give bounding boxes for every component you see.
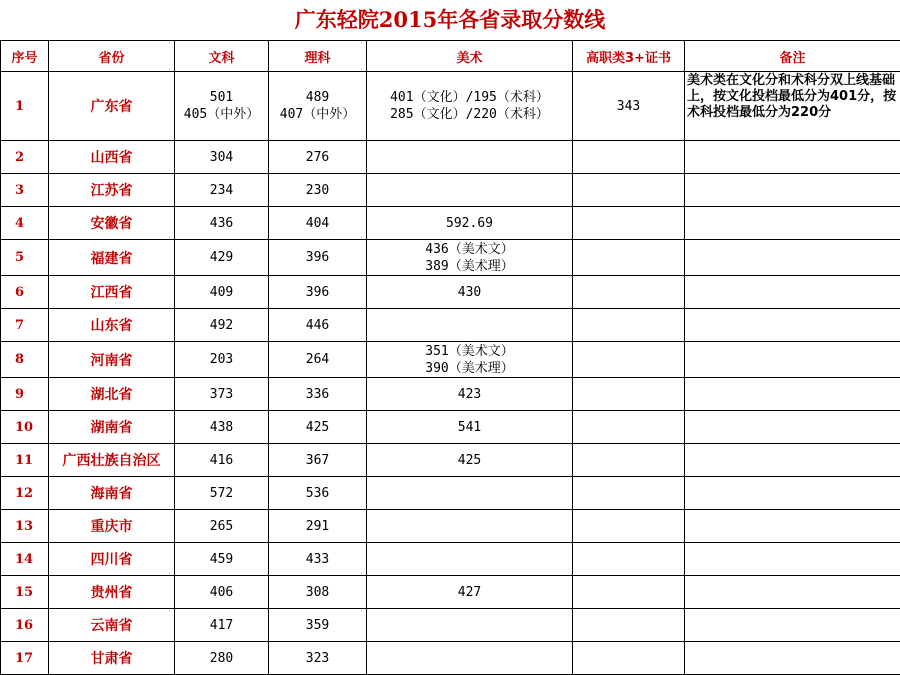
cell-fine-arts — [367, 240, 573, 276]
cell-vocational — [573, 609, 685, 642]
cell-liberal-arts — [175, 240, 269, 276]
table-row — [1, 240, 900, 276]
cell-remarks — [685, 309, 900, 342]
cell-province: 江西省 — [49, 276, 175, 309]
cell-fine-arts — [367, 141, 573, 174]
cell-index: 6 — [1, 276, 49, 309]
cell-vocational — [573, 411, 685, 444]
cell-fine-arts — [367, 642, 573, 675]
cell-science — [269, 309, 367, 342]
cell-line: 367 — [269, 452, 366, 469]
cell-line: 203 — [175, 351, 268, 368]
page-title: 广东轻院2015年各省录取分数线 — [0, 0, 900, 40]
cell-science — [269, 510, 367, 543]
cell-liberal-arts — [175, 72, 269, 141]
cell-vocational — [573, 342, 685, 378]
cell-vocational: 343 — [573, 72, 685, 141]
cell-line: 446 — [269, 317, 366, 334]
cell-remarks — [685, 543, 900, 576]
table-row — [1, 543, 900, 576]
cell-line: 280 — [175, 650, 268, 667]
cell-vocational — [573, 276, 685, 309]
cell-fine-arts — [367, 309, 573, 342]
cell-vocational — [573, 240, 685, 276]
cell-line: 230 — [269, 182, 366, 199]
cell-index: 8 — [1, 342, 49, 378]
cell-index: 14 — [1, 543, 49, 576]
cell-vocational — [573, 642, 685, 675]
header-science: 理科 — [269, 41, 367, 72]
cell-fine-arts — [367, 444, 573, 477]
cell-line: 308 — [269, 584, 366, 601]
cell-liberal-arts — [175, 576, 269, 609]
cell-line: 359 — [269, 617, 366, 634]
cell-line: 373 — [175, 386, 268, 403]
table-row — [1, 609, 900, 642]
cell-remarks — [685, 240, 900, 276]
cell-province: 江苏省 — [49, 174, 175, 207]
cell-province: 云南省 — [49, 609, 175, 642]
cell-province: 福建省 — [49, 240, 175, 276]
cell-fine-arts — [367, 477, 573, 510]
cell-line: 492 — [175, 317, 268, 334]
cell-science — [269, 240, 367, 276]
cell-line: 427 — [367, 584, 572, 601]
cell-index: 16 — [1, 609, 49, 642]
header-remarks: 备注 — [685, 41, 900, 72]
header-index: 序号 — [1, 41, 49, 72]
cell-line: 409 — [175, 284, 268, 301]
header-vocational: 高职类3+证书 — [573, 41, 685, 72]
cell-index: 12 — [1, 477, 49, 510]
cell-line: 429 — [175, 249, 268, 266]
cell-line: 489 — [269, 89, 366, 106]
table-row — [1, 510, 900, 543]
cell-line: 425 — [367, 452, 572, 469]
cell-remarks — [685, 642, 900, 675]
table-row — [1, 411, 900, 444]
cell-remarks — [685, 477, 900, 510]
cell-index: 10 — [1, 411, 49, 444]
cell-fine-arts — [367, 543, 573, 576]
cell-province: 海南省 — [49, 477, 175, 510]
cell-line: 501 — [175, 89, 268, 106]
cell-province: 四川省 — [49, 543, 175, 576]
cell-science — [269, 609, 367, 642]
cell-index: 3 — [1, 174, 49, 207]
cell-line: 336 — [269, 386, 366, 403]
cell-science — [269, 72, 367, 141]
cell-line: 436 — [175, 215, 268, 232]
table-row — [1, 276, 900, 309]
cell-science — [269, 174, 367, 207]
cell-province: 山东省 — [49, 309, 175, 342]
cell-line: 433 — [269, 551, 366, 568]
cell-line: 592.69 — [367, 215, 572, 232]
cell-science — [269, 207, 367, 240]
cell-science — [269, 444, 367, 477]
cell-liberal-arts — [175, 174, 269, 207]
cell-vocational — [573, 444, 685, 477]
cell-liberal-arts — [175, 342, 269, 378]
cell-line: 291 — [269, 518, 366, 535]
cell-remarks — [685, 411, 900, 444]
cell-vocational — [573, 477, 685, 510]
table-row — [1, 72, 900, 141]
cell-line: 406 — [175, 584, 268, 601]
cell-line: 265 — [175, 518, 268, 535]
cell-fine-arts — [367, 576, 573, 609]
cell-vocational — [573, 543, 685, 576]
cell-line: 390（美术理） — [367, 360, 572, 377]
cell-remarks — [685, 378, 900, 411]
cell-line: 459 — [175, 551, 268, 568]
cell-remarks — [685, 141, 900, 174]
cell-vocational — [573, 576, 685, 609]
cell-science — [269, 342, 367, 378]
table-row — [1, 576, 900, 609]
cell-line: 425 — [269, 419, 366, 436]
cell-science — [269, 543, 367, 576]
cell-fine-arts — [367, 207, 573, 240]
cell-index: 7 — [1, 309, 49, 342]
cell-vocational — [573, 510, 685, 543]
cell-liberal-arts — [175, 141, 269, 174]
cell-fine-arts — [367, 72, 573, 141]
cell-fine-arts — [367, 174, 573, 207]
cell-index: 2 — [1, 141, 49, 174]
cell-line: 438 — [175, 419, 268, 436]
table-row — [1, 378, 900, 411]
cell-science — [269, 576, 367, 609]
cell-liberal-arts — [175, 276, 269, 309]
cell-index: 15 — [1, 576, 49, 609]
score-table — [0, 40, 900, 675]
table-row — [1, 342, 900, 378]
cell-vocational — [573, 309, 685, 342]
cell-remarks — [685, 444, 900, 477]
table-row — [1, 642, 900, 675]
cell-line: 389（美术理） — [367, 258, 572, 275]
cell-vocational — [573, 207, 685, 240]
cell-remarks — [685, 207, 900, 240]
cell-index: 17 — [1, 642, 49, 675]
cell-index: 13 — [1, 510, 49, 543]
cell-line: 430 — [367, 284, 572, 301]
cell-liberal-arts — [175, 309, 269, 342]
cell-line: 404 — [269, 215, 366, 232]
cell-fine-arts — [367, 276, 573, 309]
cell-remarks — [685, 510, 900, 543]
cell-province: 河南省 — [49, 342, 175, 378]
cell-province: 广西壮族自治区 — [49, 444, 175, 477]
cell-line: 285（文化）/220（术科） — [367, 106, 572, 123]
cell-liberal-arts — [175, 543, 269, 576]
table-row — [1, 207, 900, 240]
table-row — [1, 141, 900, 174]
cell-line: 417 — [175, 617, 268, 634]
header-fine-arts: 美术 — [367, 41, 573, 72]
cell-province: 广东省 — [49, 72, 175, 141]
cell-line: 405（中外） — [175, 106, 268, 123]
cell-fine-arts — [367, 411, 573, 444]
cell-science — [269, 642, 367, 675]
cell-province: 安徽省 — [49, 207, 175, 240]
cell-science — [269, 378, 367, 411]
cell-province: 重庆市 — [49, 510, 175, 543]
cell-liberal-arts — [175, 207, 269, 240]
cell-province: 湖南省 — [49, 411, 175, 444]
cell-fine-arts — [367, 510, 573, 543]
cell-line: 351（美术文） — [367, 343, 572, 360]
table-row — [1, 477, 900, 510]
cell-remarks — [685, 342, 900, 378]
cell-line: 304 — [175, 149, 268, 166]
cell-line: 276 — [269, 149, 366, 166]
cell-vocational — [573, 174, 685, 207]
cell-line: 396 — [269, 284, 366, 301]
cell-liberal-arts — [175, 642, 269, 675]
cell-science — [269, 477, 367, 510]
table-row — [1, 309, 900, 342]
cell-fine-arts — [367, 609, 573, 642]
cell-line: 264 — [269, 351, 366, 368]
cell-index: 4 — [1, 207, 49, 240]
cell-index: 11 — [1, 444, 49, 477]
cell-science — [269, 276, 367, 309]
cell-line: 396 — [269, 249, 366, 266]
cell-province: 湖北省 — [49, 378, 175, 411]
table-row — [1, 444, 900, 477]
cell-remarks — [685, 174, 900, 207]
cell-liberal-arts — [175, 444, 269, 477]
cell-line: 234 — [175, 182, 268, 199]
header-row — [1, 41, 900, 72]
cell-liberal-arts — [175, 477, 269, 510]
cell-fine-arts — [367, 378, 573, 411]
cell-remarks — [685, 609, 900, 642]
cell-remarks — [685, 276, 900, 309]
cell-province: 山西省 — [49, 141, 175, 174]
cell-liberal-arts — [175, 609, 269, 642]
cell-line: 416 — [175, 452, 268, 469]
cell-science — [269, 141, 367, 174]
cell-line: 407（中外） — [269, 106, 366, 123]
table-row — [1, 174, 900, 207]
cell-index: 9 — [1, 378, 49, 411]
header-liberal-arts: 文科 — [175, 41, 269, 72]
cell-line: 572 — [175, 485, 268, 502]
cell-remarks: 美术类在文化分和术科分双上线基础上，按文化投档最低分为401分，按术科投档最低分为220分 — [685, 72, 900, 141]
cell-index: 1 — [1, 72, 49, 141]
cell-province: 甘肃省 — [49, 642, 175, 675]
cell-province: 贵州省 — [49, 576, 175, 609]
cell-line: 536 — [269, 485, 366, 502]
cell-line: 401（文化）/195（术科） — [367, 89, 572, 106]
cell-line: 323 — [269, 650, 366, 667]
cell-vocational — [573, 378, 685, 411]
cell-science — [269, 411, 367, 444]
cell-index: 5 — [1, 240, 49, 276]
cell-remarks — [685, 576, 900, 609]
cell-line: 436（美术文） — [367, 241, 572, 258]
cell-vocational — [573, 141, 685, 174]
cell-line: 541 — [367, 419, 572, 436]
cell-line: 423 — [367, 386, 572, 403]
cell-liberal-arts — [175, 411, 269, 444]
cell-fine-arts — [367, 342, 573, 378]
cell-liberal-arts — [175, 510, 269, 543]
header-province: 省份 — [49, 41, 175, 72]
cell-liberal-arts — [175, 378, 269, 411]
